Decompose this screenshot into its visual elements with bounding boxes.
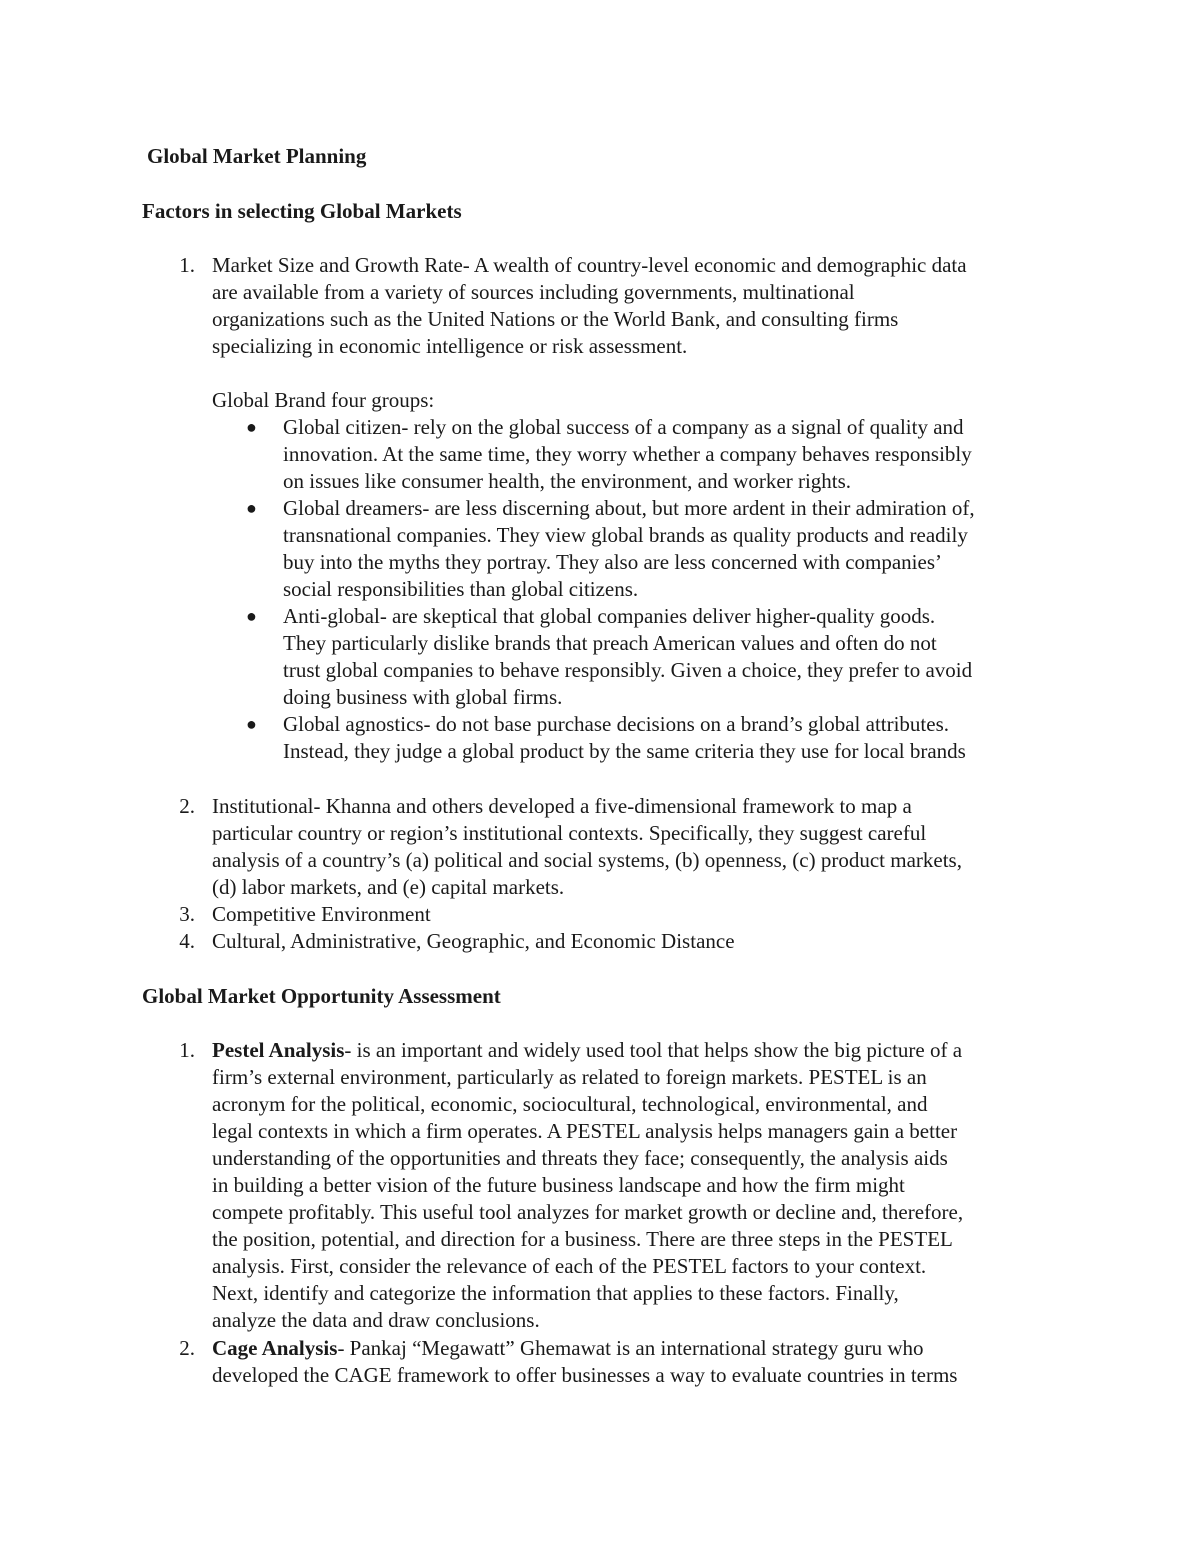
text-line: firm’s external environment, particularly as related to foreign markets. PESTEL is an xyxy=(212,1065,927,1089)
bullet-icon: ● xyxy=(246,714,257,734)
list-item-distance xyxy=(212,928,1072,955)
text-line: They particularly dislike brands that preach American values and often do not xyxy=(283,631,937,655)
text-line: particular country or region’s institutional contexts. Specifically, they suggest careful xyxy=(212,821,927,845)
text-line: analysis of a country’s (a) political and social systems, (b) openness, (c) product markets, xyxy=(212,848,962,872)
list-item-competitive xyxy=(212,901,1072,928)
bullet-item-global-dreamers xyxy=(283,495,1073,603)
list-number: 1. xyxy=(179,1038,195,1062)
list-number: 1. xyxy=(179,253,195,277)
text-line: organizations such as the United Nations or the World Bank, and consulting firms xyxy=(212,307,899,331)
text-line xyxy=(212,1037,1072,1064)
text-line: are available from a variety of sources including governments, multinational xyxy=(212,280,855,304)
list-item-market-size xyxy=(212,252,1072,360)
text-line: transnational companies. They view global brands as quality products and readily xyxy=(283,523,968,547)
section-heading-opportunity: Global Market Opportunity Assessment xyxy=(142,984,501,1008)
pestel-first-line: - is an important and widely used tool that helps show the big picture of a xyxy=(344,1038,963,1062)
text-line: analyze the data and draw conclusions. xyxy=(212,1308,540,1332)
cage-term: Cage Analysis xyxy=(212,1336,338,1360)
text-line: analysis. First, consider the relevance of each of the PESTEL factors to your context. xyxy=(212,1254,927,1278)
bullet-icon: ● xyxy=(246,606,257,626)
text-line: legal contexts in which a firm operates. A PESTEL analysis helps managers gain a better xyxy=(212,1119,958,1143)
section-heading-factors: Factors in selecting Global Markets xyxy=(142,199,462,223)
brand-groups-heading: Global Brand four groups: xyxy=(212,388,435,412)
bullet-item-anti-global xyxy=(283,603,1073,711)
list-item-institutional xyxy=(212,793,1072,901)
list-number: 2. xyxy=(179,794,195,818)
cage-first-line: - Pankaj “Megawatt” Ghemawat is an international strategy guru who xyxy=(337,1336,924,1360)
text-line: doing business with global firms. xyxy=(283,685,563,709)
list-number: 4. xyxy=(179,929,195,953)
list-item-cage xyxy=(212,1335,1072,1389)
text-line: Market Size and Growth Rate- A wealth of country-level economic and demographic data xyxy=(212,253,967,277)
text-line: Next, identify and categorize the information that applies to these factors. Finally, xyxy=(212,1281,899,1305)
text-line: developed the CAGE framework to offer businesses a way to evaluate countries in terms xyxy=(212,1363,958,1387)
text-line xyxy=(212,1335,1072,1362)
text-line: Global dreamers- are less discerning about, but more ardent in their admiration of, xyxy=(283,496,975,520)
bullet-item-global-citizen xyxy=(283,414,1073,495)
list-item-pestel xyxy=(212,1037,1072,1334)
bullet-icon: ● xyxy=(246,417,257,437)
text-line: specializing in economic intelligence or risk assessment. xyxy=(212,334,688,358)
pestel-term: Pestel Analysis xyxy=(212,1038,345,1062)
text-line: Instead, they judge a global product by the same criteria they use for local brands xyxy=(283,739,966,763)
text-line: acronym for the political, economic, sociocultural, technological, environmental, and xyxy=(212,1092,928,1116)
text-line: Anti-global- are skeptical that global companies deliver higher-quality goods. xyxy=(283,604,936,628)
text-line: trust global companies to behave responsibly. Given a choice, they prefer to avoid xyxy=(283,658,973,682)
list-number: 2. xyxy=(179,1336,195,1360)
text-line: Competitive Environment xyxy=(212,902,431,926)
text-line: the position, potential, and direction for a business. There are three steps in the PESTEL xyxy=(212,1227,953,1251)
document-title: Global Market Planning xyxy=(147,144,367,168)
text-line: Global agnostics- do not base purchase decisions on a brand’s global attributes. xyxy=(283,712,950,736)
bullet-item-global-agnostics xyxy=(283,711,1073,765)
text-line: on issues like consumer health, the environment, and worker rights. xyxy=(283,469,852,493)
text-line: in building a better vision of the future business landscape and how the firm might xyxy=(212,1173,905,1197)
text-line: social responsibilities than global citizens. xyxy=(283,577,639,601)
list-number: 3. xyxy=(179,902,195,926)
text-line: buy into the myths they portray. They also are less concerned with companies’ xyxy=(283,550,942,574)
text-line: Institutional- Khanna and others developed a five-dimensional framework to map a xyxy=(212,794,912,818)
text-line: innovation. At the same time, they worry whether a company behaves responsibly xyxy=(283,442,972,466)
text-line: (d) labor markets, and (e) capital markets. xyxy=(212,875,565,899)
text-line: Global citizen- rely on the global success of a company as a signal of quality and xyxy=(283,415,964,439)
bullet-icon: ● xyxy=(246,498,257,518)
text-line: compete profitably. This useful tool analyzes for market growth or decline and, therefore, xyxy=(212,1200,964,1224)
text-line: understanding of the opportunities and threats they face; consequently, the analysis aids xyxy=(212,1146,948,1170)
text-line: Cultural, Administrative, Geographic, and Economic Distance xyxy=(212,929,735,953)
